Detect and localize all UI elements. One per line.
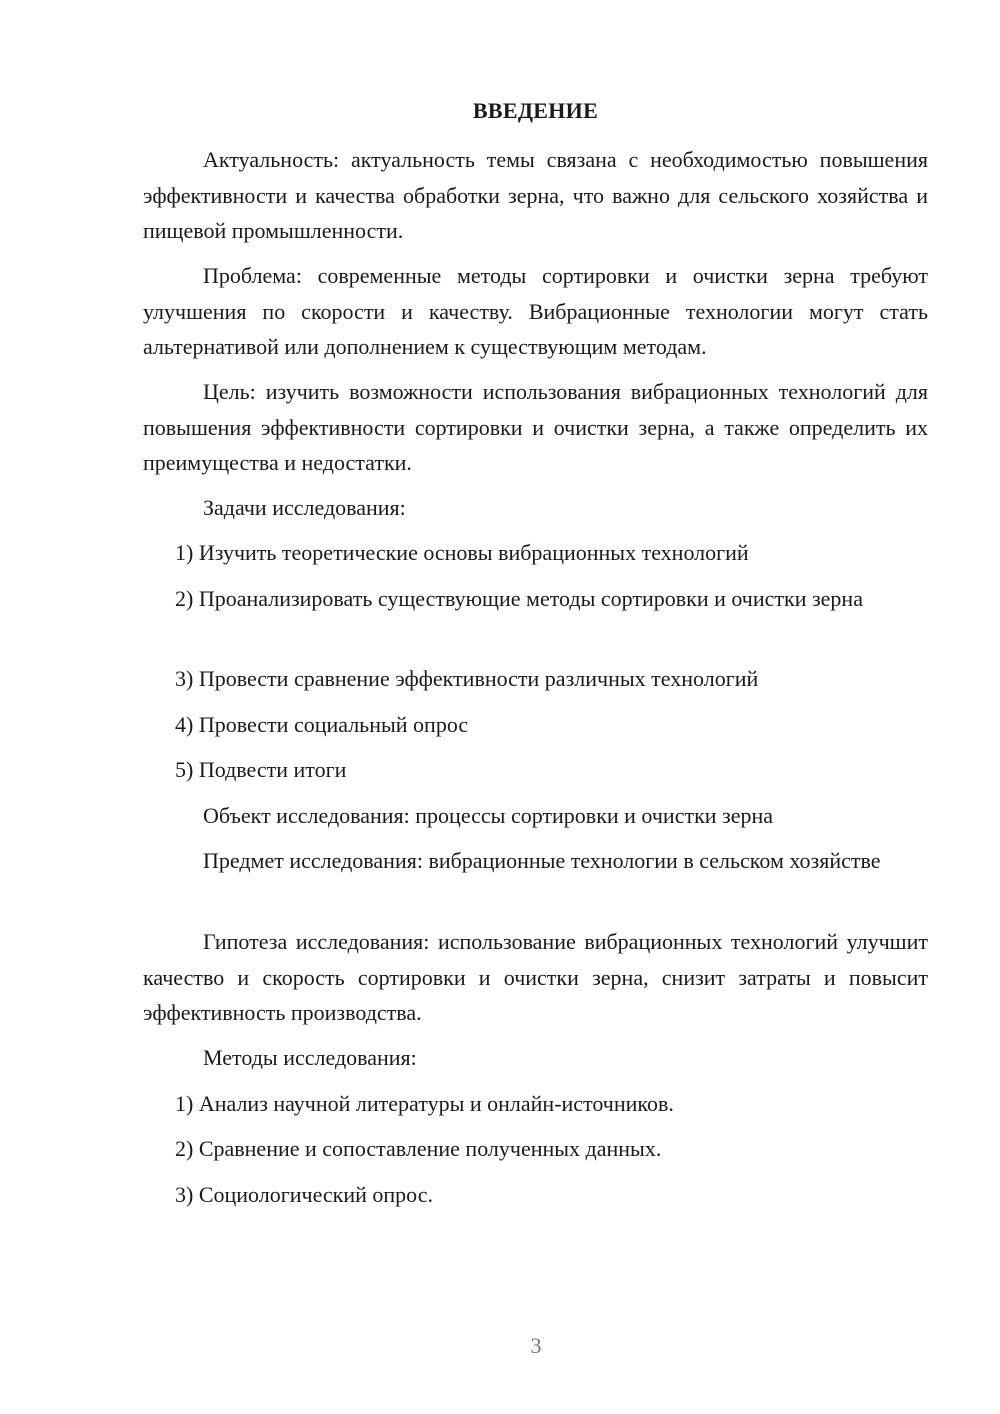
list-item-task-4: 4) Провести социальный опрос <box>175 712 469 737</box>
paragraph-subject: Предмет исследования: вибрационные технологии в сельском хозяйстве <box>203 848 881 873</box>
paragraph-methods-title: Методы исследования: <box>203 1045 417 1070</box>
paragraph-hypothesis: Гипотеза исследования: использование вибрационных технологий улучшит качество и скорость сортировки и очистки зерна, снизит затраты и повысит эффективность производства. <box>143 929 928 1025</box>
list-item-task-5: 5) Подвести итоги <box>175 757 347 782</box>
paragraph-relevance: Актуальность: актуальность темы связана с необходимостью повышения эффективности и качества обработки зерна, что важно для сельского хозяйства и пищевой промышленности. <box>143 147 928 243</box>
paragraph-tasks-title: Задачи исследования: <box>203 495 406 520</box>
list-item-method-2: 2) Сравнение и сопоставление полученных данных. <box>175 1136 662 1161</box>
paragraph-goal: Цель: изучить возможности использования вибрационных технологий для повышения эффективности сортировки и очистки зерна, а также определить их преимущества и недостатки. <box>143 379 928 475</box>
list-item-method-3: 3) Социологический опрос. <box>175 1182 433 1207</box>
list-item-task-3: 3) Провести сравнение эффективности различных технологий <box>175 666 759 691</box>
page-number: 3 <box>530 1333 542 1358</box>
paragraph-object: Объект исследования: процессы сортировки и очистки зерна <box>203 803 774 828</box>
list-item-task-2: 2) Проанализировать существующие методы сортировки и очистки зерна <box>175 586 863 611</box>
paragraph-problem: Проблема: современные методы сортировки и очистки зерна требуют улучшения по скорости и качеству. Вибрационные технологии могут стать альтернативой или дополнением к существующим методам. <box>143 263 928 359</box>
section-heading: ВВЕДЕНИЕ <box>472 98 599 123</box>
list-item-task-1: 1) Изучить теоретические основы вибрационных технологий <box>175 540 749 565</box>
list-item-method-1: 1) Анализ научной литературы и онлайн-источников. <box>175 1091 674 1116</box>
